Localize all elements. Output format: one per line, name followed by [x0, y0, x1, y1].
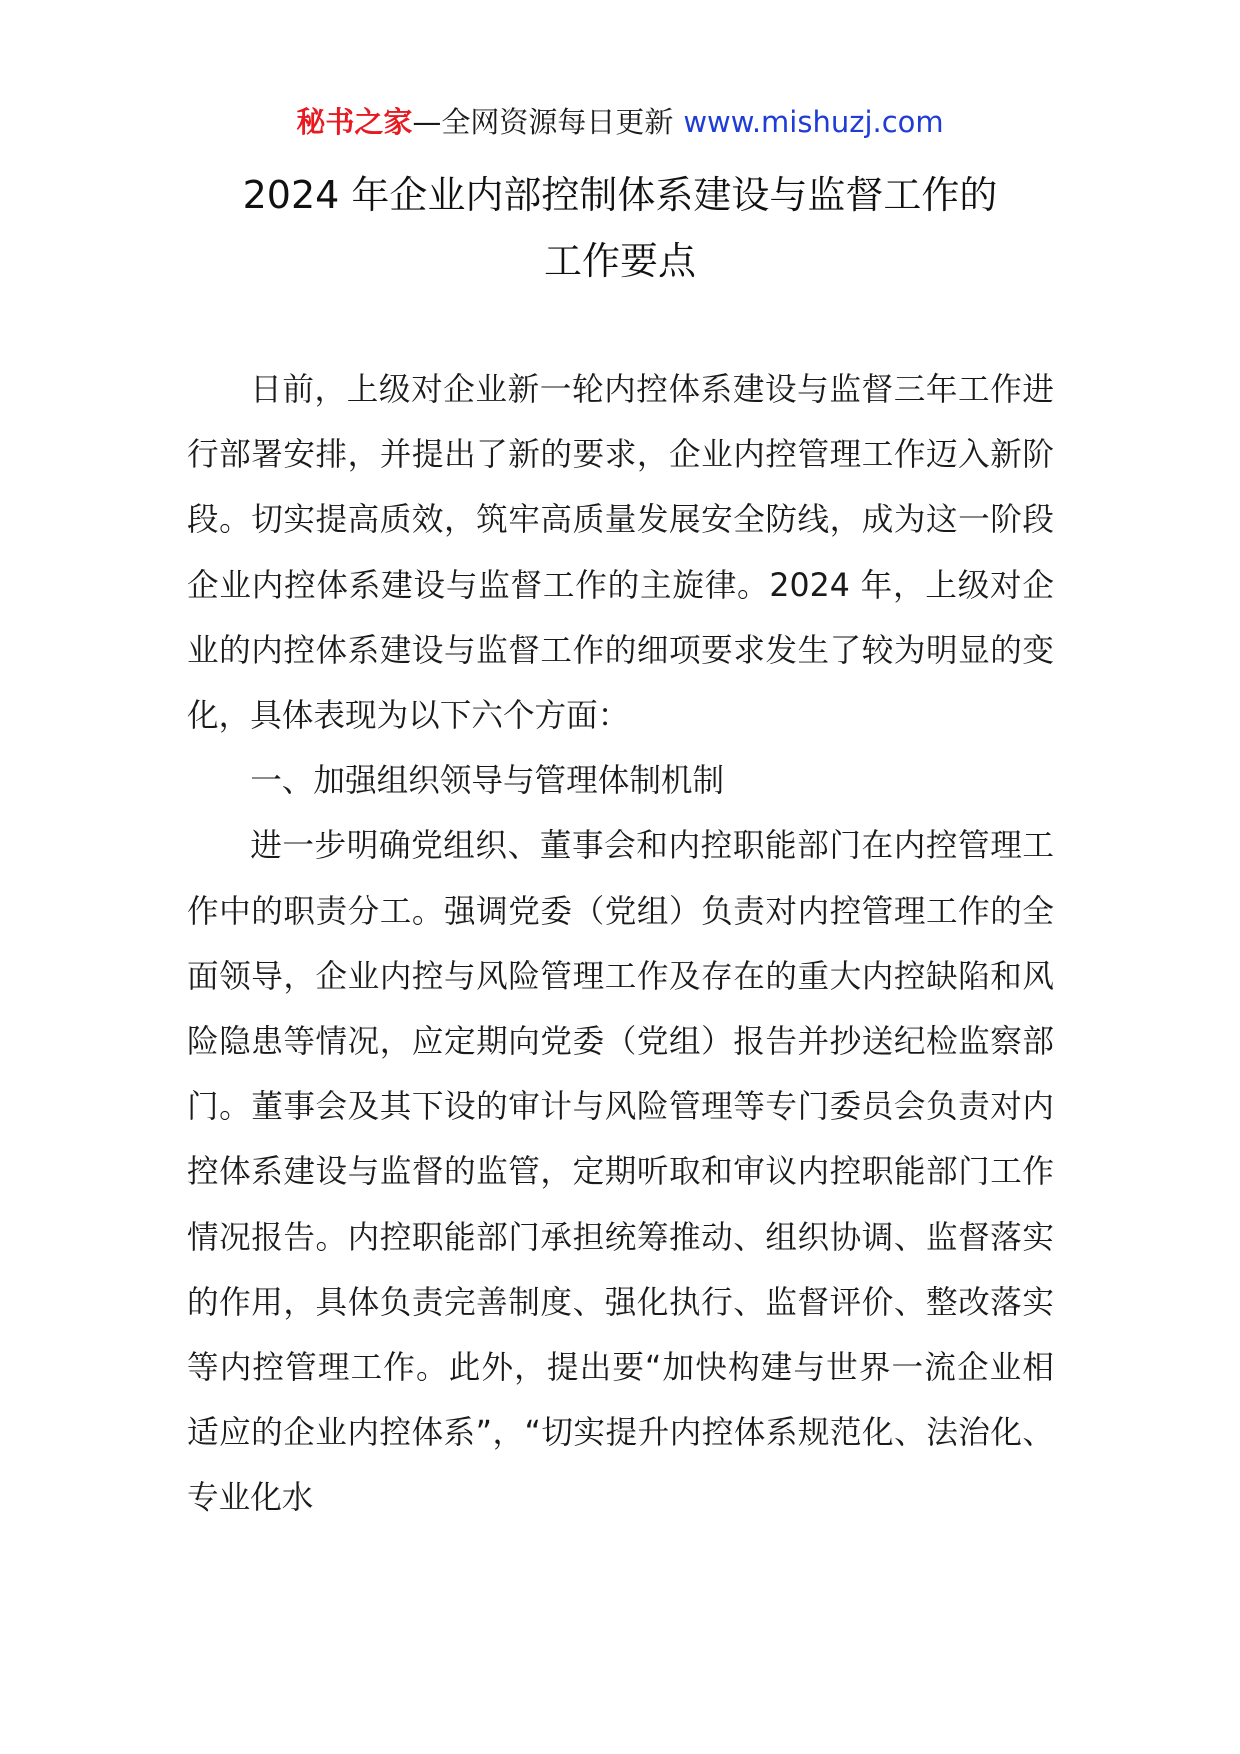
site-header — [0, 100, 1240, 144]
title-line-2: 工作要点 — [543, 239, 696, 283]
site-url-link[interactable]: www.mishuzj.com — [683, 105, 944, 139]
document-body — [187, 358, 1054, 1532]
intro-paragraph: 日前，上级对企业新一轮内控体系建设与监督三年工作进行部署安排，并提出了新的要求，企业内控管理工作迈入新阶段。切实提高质效，筑牢高质量发展安全防线，成为这一阶段企业内控体系建设与监督工作的主旋律。2024 年，上级对企业的内控体系建设与监督工作的细项要求发生了较为明显的变化，具体表现为以下六个方面： — [187, 372, 1054, 735]
brand-name: 秘书之家 — [296, 105, 413, 139]
document-title — [150, 162, 1090, 294]
section-paragraph: 进一步明确党组织、董事会和内控职能部门在内控管理工作中的职责分工。强调党委（党组）负责对内控管理工作的全面领导，企业内控与风险管理工作及存在的重大内控缺陷和风险隐患等情况，应定期向党委（党组）报告并抄送纪检监察部门。董事会及其下设的审计与风险管理等专门委员会负责对内控体系建设与监督的监管，定期听取和审议内控职能部门工作情况报告。内控职能部门承担统筹推动、组织协调、监督落实的作用，具体负责完善制度、强化执行、监督评价、整改落实等内控管理工作。此外，提出要“加快构建与世界一流企业相适应的企业内控体系”，“切实提升内控体系规范化、法治化、专业化水 — [187, 828, 1054, 1517]
header-tagline: —全网资源每日更新 — [412, 105, 674, 139]
section-heading: 一、加强组织领导与管理体制机制 — [250, 763, 725, 800]
title-line-1: 2024 年企业内部控制体系建设与监督工作的 — [242, 173, 998, 217]
